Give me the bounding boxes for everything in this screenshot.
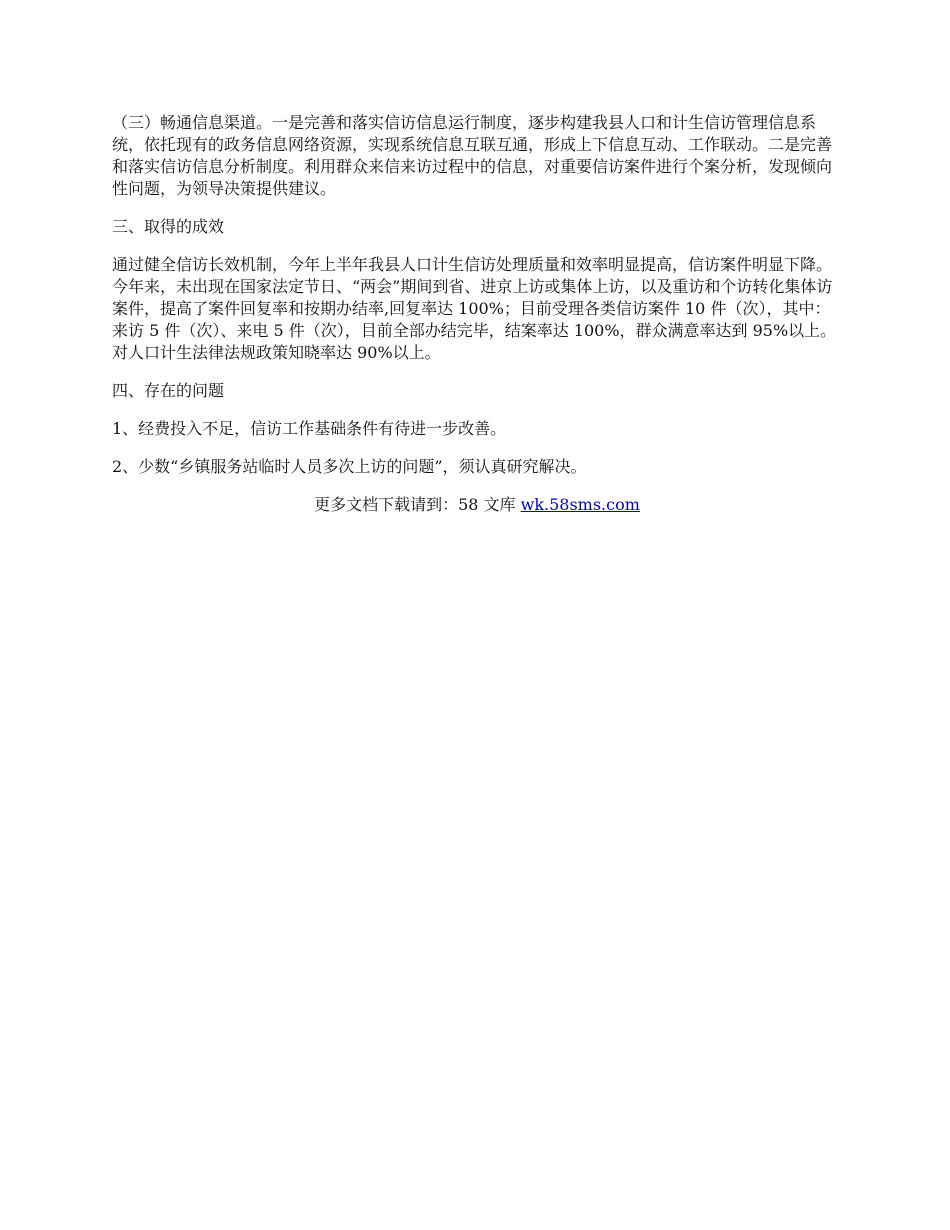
download-footer: [112, 494, 842, 516]
section-heading-problems: 四、存在的问题: [112, 381, 225, 400]
paragraph-problem-1: 1、经费投入不足，信访工作基础条件有待进一步改善。: [112, 419, 507, 438]
paragraph-problem-2: 2、少数“乡镇服务站临时人员多次上访的问题”，须认真研究解决。: [112, 457, 587, 476]
footer-link[interactable]: wk.58sms.com: [520, 495, 640, 514]
paragraph-achievements: 通过健全信访长效机制，今年上半年我县人口计生信访处理质量和效率明显提高，信访案件明显下降。今年来，未出现在国家法定节日、“两会”期间到省、进京上访或集体上访，以及重访和个访转化集体访案件，提高了案件回复率和按期办结率,回复率达 100%；目前受理各类信访案件 10 件（次），其中：来访 5 件（次）、来电 5 件（次），目前全部办结完毕，结案率达 100%，群众满意率达到 95%以上。对人口计生法律法规政策知晓率达 90%以上。: [112, 255, 837, 362]
paragraph-info-channels: （三）畅通信息渠道。一是完善和落实信访信息运行制度，逐步构建我县人口和计生信访管理信息系统，依托现有的政务信息网络资源，实现系统信息互联互通，形成上下信息互动、工作联动。二是完善和落实信访信息分析制度。利用群众来信来访过程中的信息，对重要信访案件进行个案分析，发现倾向性问题，为领导决策提供建议。: [112, 113, 833, 198]
footer-prefix: 更多文档下载请到：58 文库: [314, 495, 521, 514]
document-page: [112, 112, 842, 516]
section-heading-achievements: 三、取得的成效: [112, 217, 225, 236]
